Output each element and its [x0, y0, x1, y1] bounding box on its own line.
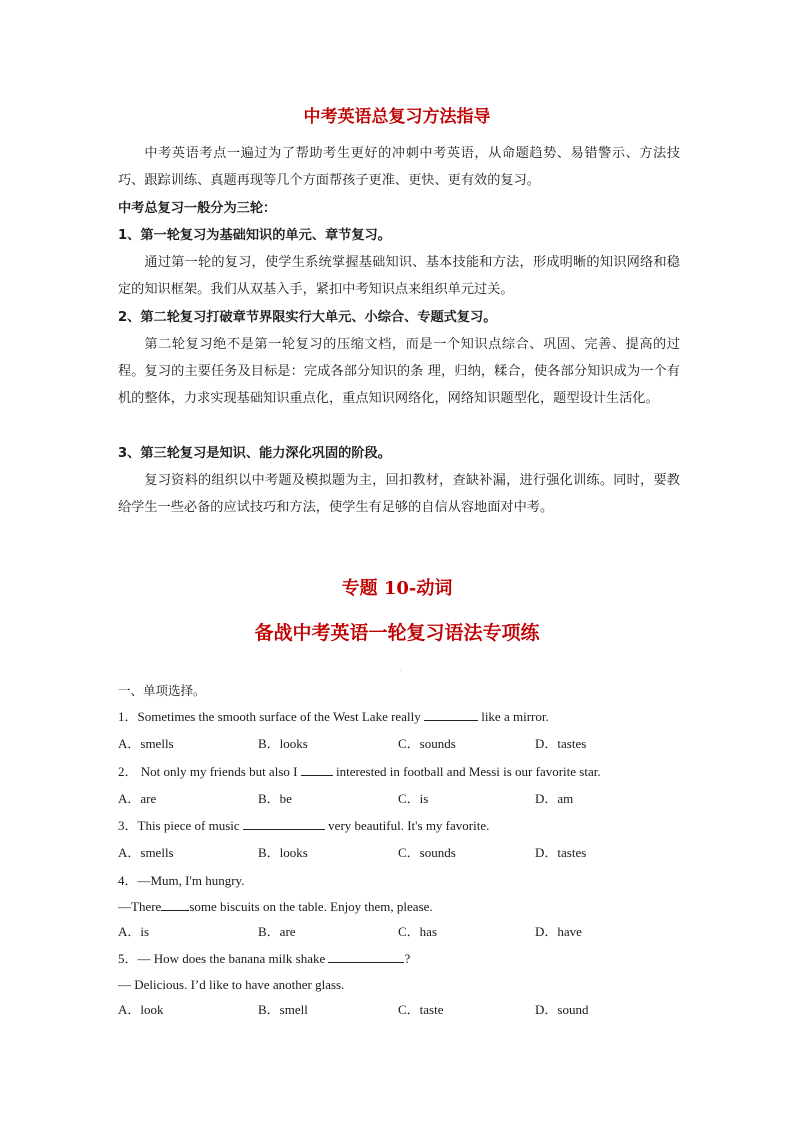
guide-title: 中考英语总复习方法指导	[303, 107, 491, 127]
question-4-options	[118, 923, 698, 941]
answer-blank	[243, 817, 325, 830]
guide-intro: 中考英语考点一遍过为了帮助考生更好的冲刺中考英语，从命题趋势、易错警示、方法技巧、跟踪训练、真题再现等几个方面帮孩子更准、更快、更有效的复习。	[118, 146, 680, 188]
topic-title: 专题 10-动词	[341, 578, 453, 599]
question-5-options	[118, 1001, 698, 1019]
option-d[interactable]: D．have	[535, 924, 582, 939]
question-4-text-before: —There	[118, 899, 162, 914]
section-label: 一、单项选择。	[118, 683, 206, 698]
option-c[interactable]: C．sounds	[398, 845, 456, 860]
question-2-text-before: 2． Not only my friends but also I	[118, 764, 301, 779]
question-5-line-2: — Delicious. I’d like to have another glass.	[118, 977, 345, 992]
question-4-line-1: 4．—Mum, I'm hungry.	[118, 873, 245, 888]
option-d[interactable]: D．tastes	[535, 736, 587, 751]
option-a[interactable]: A．smells	[118, 845, 174, 860]
option-b[interactable]: B．looks	[258, 845, 308, 860]
option-b[interactable]: B．looks	[258, 736, 308, 751]
option-c[interactable]: C．sounds	[398, 736, 456, 751]
question-1-options	[118, 735, 698, 753]
answer-blank	[301, 763, 333, 776]
question-4-text-after: some biscuits on the table. Enjoy them, please.	[189, 899, 433, 914]
answer-blank	[328, 950, 404, 963]
practice-title: 备战中考英语一轮复习语法专项练	[254, 622, 540, 644]
question-5-text-before: 5．— How does the banana milk shake	[118, 951, 329, 966]
round1-text: 通过第一轮的复习，使学生系统掌握基础知识、基本技能和方法，形成明晰的知识网络和稳定的知识框架。我们从双基入手，紧扣中考知识点来组织单元过关。	[118, 255, 680, 297]
option-a[interactable]: A．is	[118, 924, 150, 939]
question-4-line-2	[118, 898, 698, 916]
question-1-text-after: like a mirror.	[477, 709, 549, 724]
question-2-text-after: interested in football and Messi is our favorite star.	[332, 764, 601, 779]
question-5-line-1	[118, 950, 698, 968]
round1-heading: 1、第一轮复习为基础知识的单元、章节复习。	[118, 228, 391, 243]
question-3-options	[118, 844, 698, 862]
option-c[interactable]: C．taste	[398, 1002, 444, 1017]
option-b[interactable]: B．smell	[258, 1002, 308, 1017]
question-2	[118, 763, 698, 781]
option-b[interactable]: B．are	[258, 924, 296, 939]
option-a[interactable]: A．smells	[118, 736, 174, 751]
round2-text: 第二轮复习绝不是第一轮复习的压缩文档，而是一个知识点综合、巩固、完善、提高的过程。复习的主要任务及目标是：完成各部分知识的条 理，归纳，糅合，使各部分知识成为一个有机的整体，力求实现基础知识重点化，重点知识网络化，网络知识题型化，题型设计生活化。	[118, 337, 680, 406]
round3-text: 复习资料的组织以中考题及模拟题为主，回扣教材，查缺补漏，进行强化训练。同时，要教给学生一些必备的应试技巧和方法，使学生有足够的自信从容地面对中考。	[118, 473, 680, 515]
option-d[interactable]: D．tastes	[535, 845, 587, 860]
option-c[interactable]: C．has	[398, 924, 438, 939]
decorative-dot: ·	[400, 668, 402, 675]
question-2-options	[118, 790, 698, 808]
round3-heading: 3、第三轮复习是知识、能力深化巩固的阶段。	[118, 446, 391, 461]
answer-blank	[161, 898, 189, 911]
option-d[interactable]: D．am	[535, 791, 574, 806]
round2-heading: 2、第二轮复习打破章节界限实行大单元、小综合、专题式复习。	[118, 310, 497, 325]
option-d[interactable]: D．sound	[535, 1002, 589, 1017]
option-b[interactable]: B．be	[258, 791, 292, 806]
option-a[interactable]: A．are	[118, 791, 157, 806]
question-1-text-before: 1．Sometimes the smooth surface of the West Lake really	[118, 709, 424, 724]
option-a[interactable]: A．look	[118, 1002, 164, 1017]
question-3-text-after: very beautiful. It's my favorite.	[324, 818, 490, 833]
rounds-heading: 中考总复习一般分为三轮：	[118, 201, 277, 216]
option-c[interactable]: C．is	[398, 791, 429, 806]
answer-blank	[424, 708, 478, 721]
question-3-text-before: 3．This piece of music	[118, 818, 243, 833]
question-5-text-after: ?	[404, 951, 411, 966]
question-3	[118, 817, 698, 835]
question-1	[118, 708, 698, 726]
